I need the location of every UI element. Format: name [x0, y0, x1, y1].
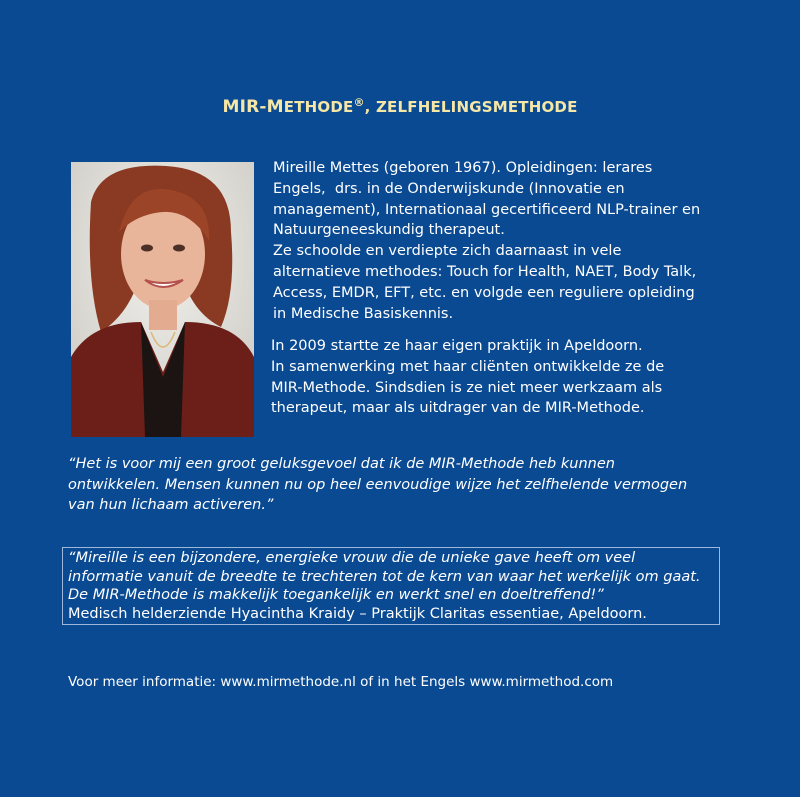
footer-info: Voor meer informatie: www.mirmethode.nl of in het Engels www.mirmethod.com: [68, 674, 614, 690]
testimonial-line: “Mireille is een bijzondere, energieke vrouw die de unieke gave heeft om veel: [68, 550, 636, 566]
biography-paragraph-2: In 2009 startte ze haar eigen praktijk in Apeldoorn. In samenwerking met haar cliënten ontwikkelde ze de MIR-Methode. Sindsdien is ze niet meer werkzaam als therapeut, maar als uitdrager van de MIR-Methode.: [271, 338, 665, 417]
testimonial-box: [62, 547, 720, 625]
testimonial-line: De MIR-Methode is makkelijk toegankelijk en werkt snel en doeltreffend!”: [68, 587, 604, 604]
testimonial-author: Medisch helderziende Hyacintha Kraidy – Praktijk Claritas essentiae, Apeldoorn.: [68, 605, 647, 622]
testimonial-line: informatie vanuit de breedte te trechteren tot de kern van waar het werkelijk om gaat.: [68, 568, 701, 585]
page-title: MIR-METHODE®, ZELFHELINGSMETHODE: [222, 96, 578, 117]
portrait-image: [71, 162, 254, 437]
biography-paragraph-1: Mireille Mettes (geboren 1967). Opleidingen: lerares Engels, drs. in de Onderwijskunde (Innovatie en management), Internationaal gecertificeerd NLP-trainer en Natuurgeneeskundig therapeut. Ze schoolde en verdiepte zich daarnaast in vele alternatieve methodes: Touch for Health, NAET, Body Talk, Access, EMDR, EFT, etc. en volgde een reguliere opleiding in Medische Basiskennis.: [273, 160, 701, 322]
portrait-photo: [71, 162, 254, 437]
founder-quote: “Het is voor mij een groot geluksgevoel dat ik de MIR-Methode heb kunnen ontwikkelen. Mensen kunnen nu op heel eenvoudige wijze het zelfhelende vermogen van hun lichaam activeren.”: [68, 456, 688, 514]
